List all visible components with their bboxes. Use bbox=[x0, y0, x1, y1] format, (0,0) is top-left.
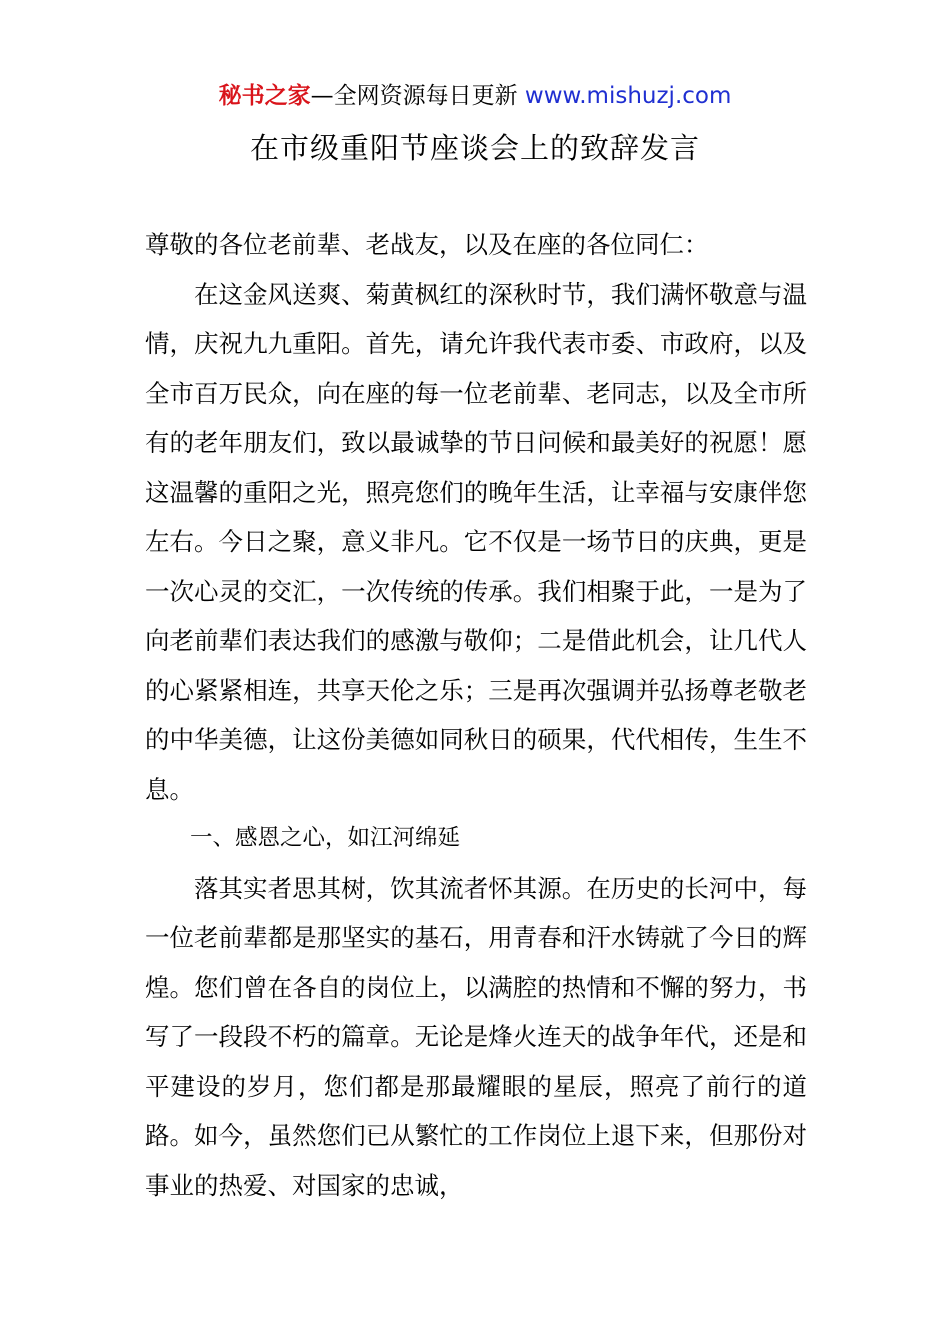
site-name: 秘书之家 bbox=[218, 83, 311, 109]
site-tagline: —全网资源每日更新 bbox=[310, 83, 525, 109]
site-url-link[interactable]: www.mishuzj.com bbox=[524, 83, 732, 109]
salutation: 尊敬的各位老前辈、老战友，以及在座的各位同仁： bbox=[145, 230, 709, 259]
document-title: 在市级重阳节座谈会上的致辞发言 bbox=[249, 131, 700, 165]
document-body bbox=[145, 220, 807, 1210]
section-1-heading: 一、感恩之心，如江河绵延 bbox=[190, 825, 461, 851]
paragraph-2: 落其实者思其树，饮其流者怀其源。在历史的长河中，每一位老前辈都是那坚实的基石，用青春和汗水铸就了今日的辉煌。您们曾在各自的岗位上，以满腔的热情和不懈的努力，书写了一段段不朽的篇章。无论是烽火连天的战争年代，还是和平建设的岁月，您们都是那最耀眼的星辰，照亮了前行的道路。如今，虽然您们已从繁忙的工作岗位上退下来，但那份对事业的热爱、对国家的忠诚， bbox=[145, 873, 807, 1200]
site-header bbox=[0, 80, 950, 112]
paragraph-1: 在这金风送爽、菊黄枫红的深秋时节，我们满怀敬意与温情，庆祝九九重阳。首先，请允许我代表市委、市政府，以及全市百万民众，向在座的每一位老前辈、老同志，以及全市所有的老年朋友们，致以最诚挚的节日问候和最美好的祝愿！愿这温馨的重阳之光，照亮您们的晚年生活，让幸福与安康伴您左右。今日之聚，意义非凡。它不仅是一场节日的庆典，更是一次心灵的交汇，一次传统的传承。我们相聚于此，一是为了向老前辈们表达我们的感激与敬仰；二是借此机会，让几代人的心紧紧相连，共享天伦之乐；三是再次强调并弘扬尊老敬老的中华美德，让这份美德如同秋日的硕果，代代相传，生生不息。 bbox=[145, 279, 807, 804]
